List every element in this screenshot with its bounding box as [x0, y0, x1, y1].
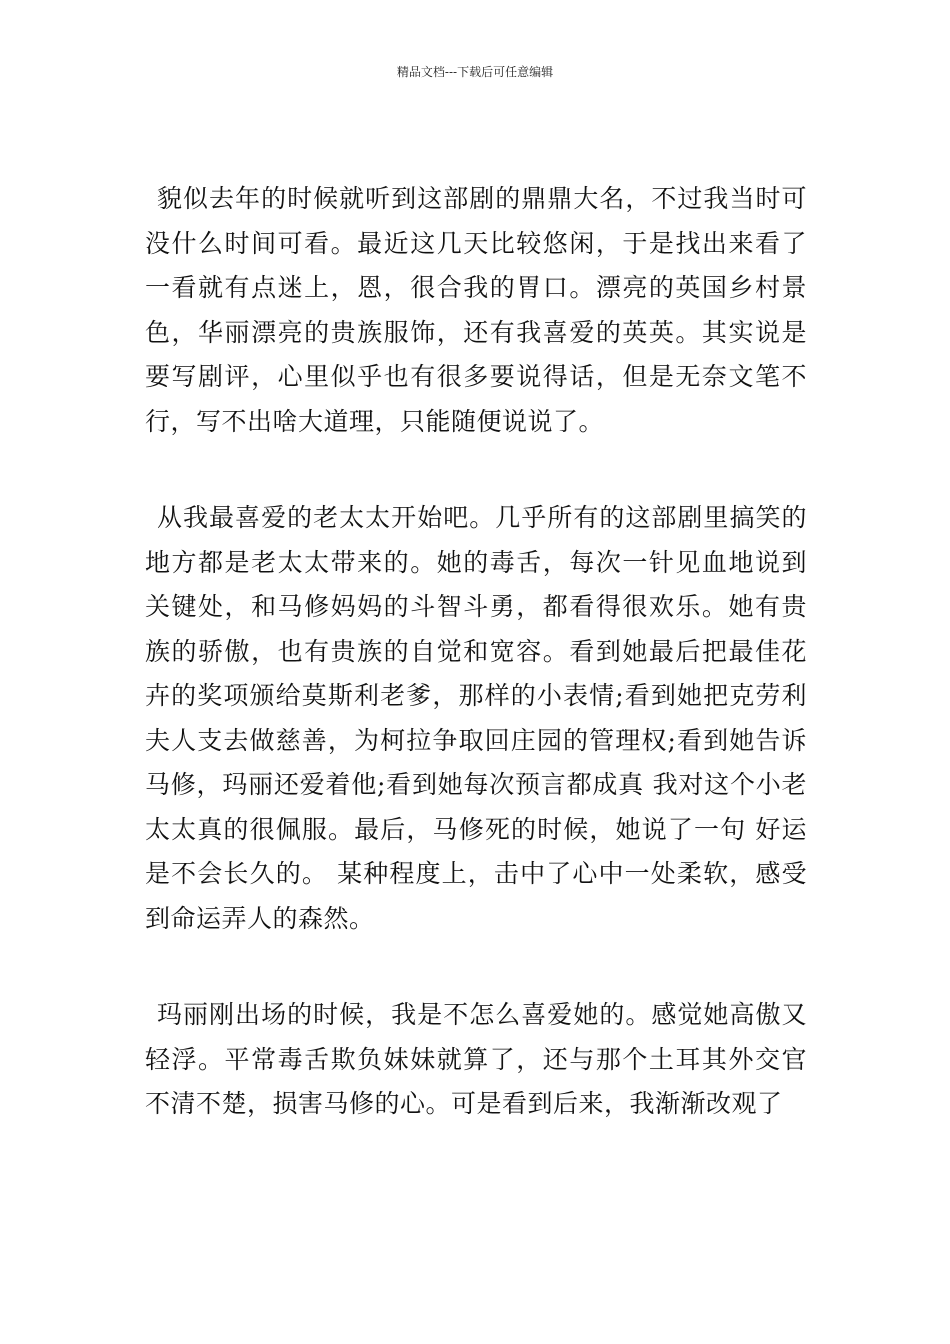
document-body [145, 177, 807, 1179]
page-header: 精品文档---下载后可任意编辑 [396, 65, 554, 79]
paragraph-1: 貌似去年的时候就听到这部剧的鼎鼎大名，不过我当时可没什么时间可看。最近这几天比较悠闲，于是找出来看了一看就有点迷上，恩，很合我的胃口。漂亮的英国乡村景色，华丽漂亮的贵族服饰，还有我喜爱的英英。其实说是要写剧评，心里似乎也有很多要说得话，但是无奈文笔不行，写不出啥大道理，只能随便说说了。 [145, 184, 807, 436]
paragraph-3: 玛丽刚出场的时候，我是不怎么喜爱她的。感觉她高傲又轻浮。平常毒舌欺负妹妹就算了，还与那个土耳其外交官不清不楚，损害马修的心。可是看到后来，我渐渐改观了 [145, 1000, 807, 1118]
paragraph-2: 从我最喜爱的老太太开始吧。几乎所有的这部剧里搞笑的地方都是老太太带来的。她的毒舌，每次一针见血地说到关键处，和马修妈妈的斗智斗勇，都看得很欢乐。她有贵族的骄傲，也有贵族的自觉和宽容。看到她最后把最佳花卉的奖项颁给莫斯利老爹，那样的小表情;看到她把克劳利夫人支去做慈善，为柯拉争取回庄园的管理权;看到她告诉马修，玛丽还爱着他;看到她每次预言都成真 我对这个小老太太真的很佩服。最后，马修死的时候，她说了一句 好运是不会长久的。 某种程度上，击中了心中一处柔软，感受到命运弄人的森然。 [145, 503, 807, 933]
